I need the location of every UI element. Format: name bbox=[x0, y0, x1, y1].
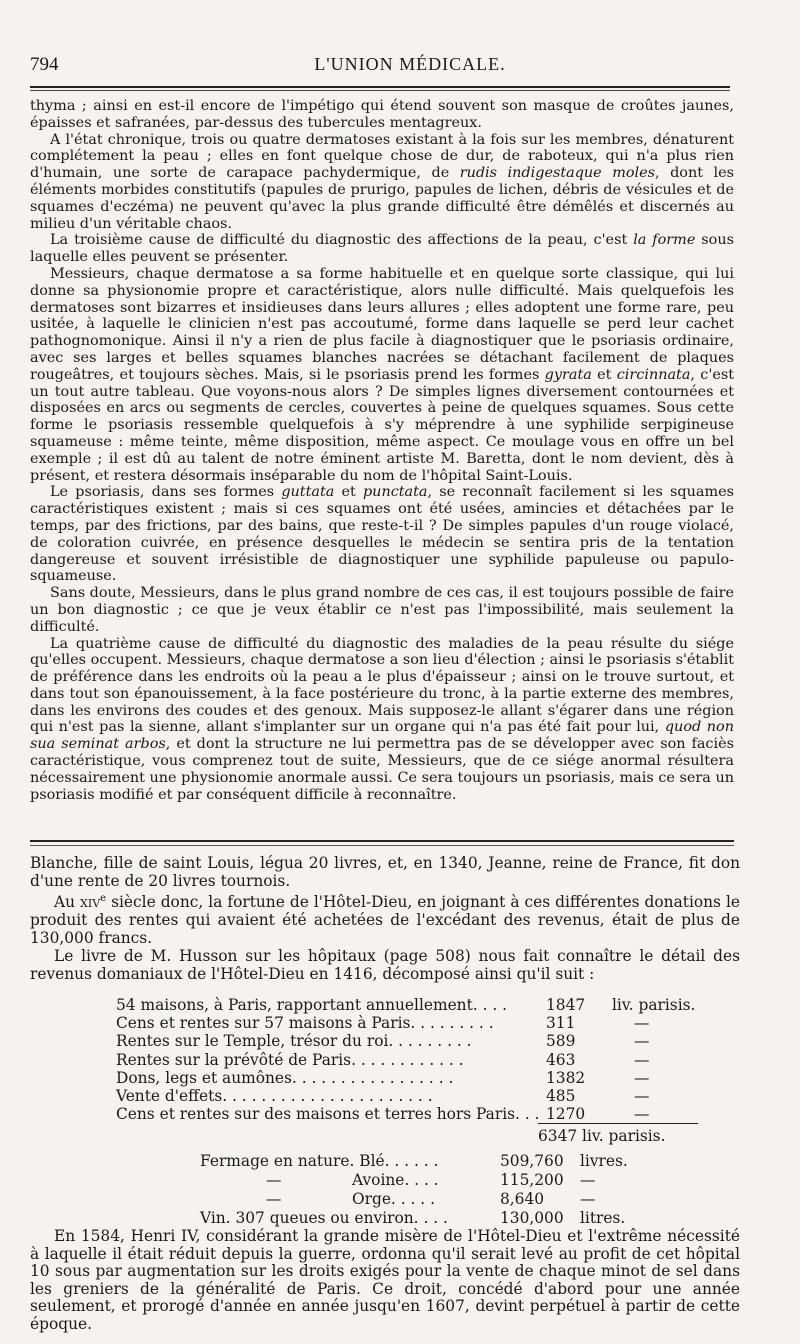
header-rule bbox=[30, 86, 730, 88]
header-rule-thin bbox=[30, 90, 730, 91]
paragraph: Sans doute, Messieurs, dans le plus grand nombre de ces cas, il est toujours possible de faire un bon diagnostic ; ce que je veux établir ce n'est pas l'impossibilité, mais seulement la difficulté. bbox=[30, 585, 734, 635]
paragraph: La troisième cause de difficulté du diagnostic des affections de la peau, c'est la forme sous laquelle elles peuvent se présenter. bbox=[30, 232, 734, 266]
table-row: Dons, legs et aumônes. . . . . . . . . . . . . . . . . 1382 — bbox=[116, 1068, 650, 1087]
section-divider-thin bbox=[30, 845, 734, 846]
table-row: Fermage en nature. Blé. . . . . . 509,760 livres. bbox=[200, 1152, 628, 1170]
paragraph: A l'état chronique, trois ou quatre dermatoses existant à la fois sur les membres, dénaturent complétement la peau ; elles en font quelque chose de dur, de raboteux, qui n'a plus rien d'humain, une sorte de carapace pachydermique, de rudis indigestaque moles, dont les éléments morbides constitutifs (papules de prurigo, papules de lichen, débris de vésicules et de squames d'eczéma) ne peuvent qu'avec la plus grande difficulté être démêlés et discernés au milieu d'un véritable chaos. bbox=[30, 131, 735, 232]
page-header bbox=[30, 54, 730, 84]
table-row: Vin. 307 queues ou environ. . . . 130,000 litres. bbox=[200, 1209, 626, 1227]
lecture-text bbox=[30, 98, 734, 803]
table-row: Cens et rentes sur 57 maisons à Paris. . . . . . . . . 311 — bbox=[116, 1014, 650, 1033]
paragraph: thyma ; ainsi en est-il encore de l'impétigo qui étend souvent son masque de croûtes jaunes, épaisses et safranées, par-dessus des tubercules mentagreux. bbox=[30, 98, 734, 131]
table-row: Rentes sur le Temple, trésor du roi. . . . . . . . . 589 — bbox=[116, 1032, 650, 1051]
farming-table bbox=[30, 1152, 740, 1228]
table-row: — Avoine. . . . 115,200 — bbox=[266, 1171, 596, 1189]
table-row: Cens et rentes sur des maisons et terres hors Paris. . . 1270 — bbox=[116, 1105, 650, 1124]
paragraph: Le psoriasis, dans ses formes guttata et punctata, se reconnaît facilement si les squames caractéristiques existent ; mais si ces squames ont été usées, amincies et détachées par le temps, par des frictions, par des bains, que reste-t-il ? De simples papules d'un rouge violacé, de coloration cuivrée, en présence desquelles le médecin se sentira pris de la tentation dangereuse et souvent irrésistible de diagnostiquer une syphilide papuleuse ou papulo-squameuse. bbox=[30, 484, 734, 585]
section-divider bbox=[30, 840, 734, 842]
table-row: Rentes sur la prévôté de Paris. . . . . . . . . . . . 463 — bbox=[116, 1050, 650, 1069]
paragraph: La quatrième cause de difficulté du diagnostic des maladies de la peau résulte du siége qu'elles occupent. Messieurs, chaque dermatose a son lieu d'élection ; ainsi le psoriasis s'établit de préférence dans les endroits où la peau a le plus d'épaisseur ; ainsi on le trouve surtout, et dans tout son épanouissement, à la face postérieure du tronc, à la partie externe des membres, dans les environs des coudes et des genoux. Mais supposez-le allant s'égarer dans une région qui n'est pas la sienne, allant s'implanter sur un organe qui n'a pas été fait pour lui, quod non sua seminat arbos, et dont la structure ne lui permettra pas de se développer avec son faciès caractéristique, vous comprenez tout de suite, Messieurs, que de ce siége anormal résultera nécessairement une physionomie anormale aussi. Ce sera toujours un psoriasis, mais ce sera un psoriasis modifié et par conséquent difficile à reconnaître. bbox=[30, 635, 734, 803]
revenue-total: 6347 liv. parisis. bbox=[538, 1127, 666, 1145]
table-row: Vente d'effets. . . . . . . . . . . . . . . . . . . . . . 485 — bbox=[116, 1086, 650, 1105]
table-row: — Orge. . . . . 8,640 — bbox=[266, 1190, 596, 1208]
paragraph: Au xiv$^e$ siècle donc, la fortune de l'Hôtel-Dieu, en joignant à ces différentes donations le produit des rentes qui avaient été achetées de l'excédant des revenus, était de plus de 130,000 francs. bbox=[30, 893, 740, 948]
paragraph: Blanche, fille de saint Louis, légua 20 livres, et, en 1340, Jeanne, reine de France, fit don d'une rente de 20 livres tournois. bbox=[30, 854, 740, 890]
paragraph: En 1584, Henri IV, considérant la grande misère de l'Hôtel-Dieu et l'extrême nécessité à laquelle il était réduit depuis la guerre, ordonna qu'il serait levé au profit de cet hôpital 10 sous par augmentation sur les droits exigés pour la vente de chaque minot de sel dans les greniers de la généralité de Paris. Ce droit, concédé d'abord pour une année seulement, et prorogé d'année en année jusqu'en 1607, devint perpétuel à partir de cette époque. bbox=[30, 1227, 740, 1333]
feuilleton-text bbox=[30, 854, 740, 983]
page-number: 794 bbox=[30, 54, 59, 75]
closing-text bbox=[30, 1228, 740, 1334]
paragraph: Messieurs, chaque dermatose a sa forme habituelle et en quelque sorte classique, qui lui donne sa physionomie propre et caractéristique, alors nulle difficulté. Mais quelquefois les dermatoses sont bizarres et insidieuses dans leurs allures ; elles adoptent une forme rare, peu usitée, à laquelle le clinicien n'est pas accoutumé, forme dans laquelle se perd leur cachet pathognomonique. Ainsi il n'y a rien de plus facile à diagnostiquer que le psoriasis ordinaire, avec ses larges et belles squames blanches nacrées se détachant facilement de plaques rougeâtres, et toujours sèches. Mais, si le psoriasis prend les formes gyrata et circinnata, c'est un tout autre tableau. Que voyons-nous alors ? De simples lignes diversement contournées et disposées en arcs ou segments de cercles, couvertes à peine de quelques squames. Sous cette forme le psoriasis ressemble quelquefois à s'y méprendre à une syphilide serpigineuse squameuse : même teinte, même disposition, même aspect. Ce moulage vous en offre un bel exemple ; il est dû au talent de notre éminent artiste M. Baretta, dont le nom devient, dès à présent, et restera désormais inséparable du nom de l'hôpital Saint-Louis. bbox=[30, 265, 734, 484]
total-rule bbox=[538, 1123, 698, 1124]
paragraph: Le livre de M. Husson sur les hôpitaux (page 508) nous fait connaître le détail des revenus domaniaux de l'Hôtel-Dieu en 1416, décomposé ainsi qu'il suit : bbox=[30, 947, 740, 984]
table-row: 54 maisons, à Paris, rapportant annuellement. . . . 1847 liv. parisis. bbox=[116, 996, 696, 1014]
revenue-table bbox=[30, 996, 740, 1145]
running-title: L'UNION MÉDICALE. bbox=[314, 54, 506, 74]
